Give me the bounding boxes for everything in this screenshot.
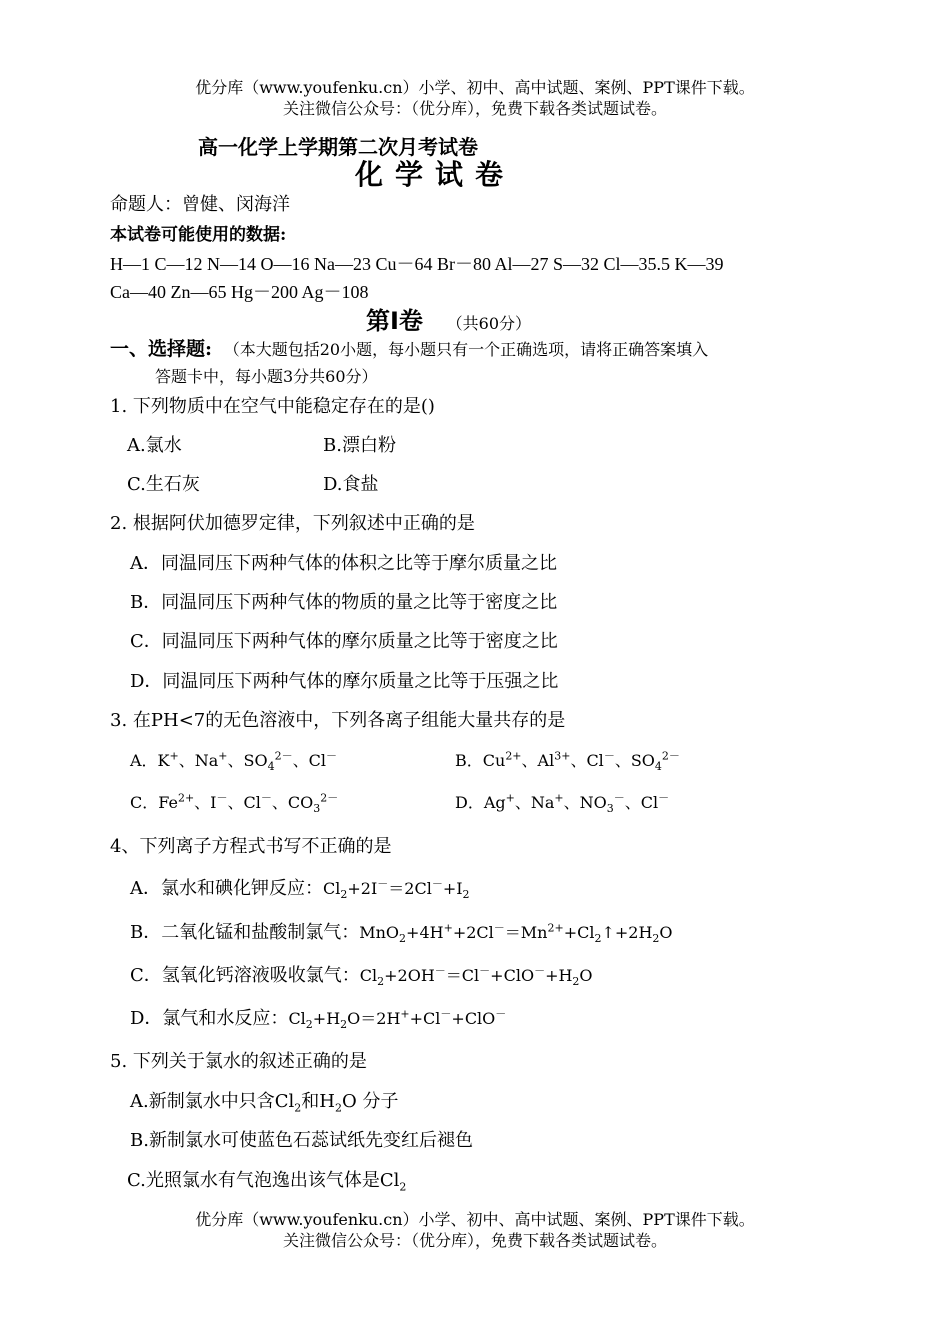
volume-score: （共60分） — [446, 314, 532, 333]
q5-option-c-text: C.光照氯水有气泡逸出该气体是 — [127, 1170, 380, 1191]
data-label: 本试卷可能使用的数据: — [110, 225, 287, 245]
q1-stem: 1. 下列物质中在空气中能稳定存在的是() — [110, 396, 435, 417]
q4-option-b-label: B．二氧化锰和盐酸制氯气： — [130, 922, 360, 943]
q2-option-c: C．同温同压下两种气体的摩尔质量之比等于密度之比 — [130, 631, 558, 652]
q1-option-d: D.食盐 — [323, 474, 379, 495]
q4-option-c-label: C．氢氧化钙溶液吸收氯气： — [130, 965, 360, 986]
q4-option-b: B．二氧化锰和盐酸制氯气：$MnO_2+4H^++2Cl^-=Mn^{2+}+Cl_2↑+2H_2O$ — [130, 921, 673, 946]
exam-subtitle: 化学试卷 — [355, 158, 516, 191]
q5-option-a-end: 分子 — [362, 1091, 399, 1112]
section-1-heading — [110, 338, 708, 361]
q2-option-a: A．同温同压下两种气体的体积之比等于摩尔质量之比 — [130, 553, 557, 574]
q2-option-b: B．同温同压下两种气体的物质的量之比等于密度之比 — [130, 592, 558, 613]
q3-option-b: B．$Cu^{2+}$、$Al^{3+}$、Cl－、$SO_4^{2-}$ — [455, 749, 680, 774]
q5-option-a: A.新制氯水中只含$Cl_2$和$H_2O$ 分子 — [130, 1091, 399, 1115]
q4-option-d: D．氯气和水反应：$Cl_2+H_2O=2H^++Cl^-+ClO^-$ — [130, 1007, 507, 1032]
header-line-2: 关注微信公众号：（优分库），免费下载各类试题试卷。 — [282, 99, 667, 118]
q5-stem: 5. 下列关于氯水的叙述正确的是 — [110, 1051, 367, 1072]
q4-option-c: C．氢氧化钙溶液吸收氯气：$Cl_2+2OH^-=Cl^-+ClO^-+H_2O$ — [130, 964, 593, 989]
q3-option-a: A．K+、Na+、$SO_4^{2-}$、Cl－ — [130, 749, 337, 774]
q4-option-d-label: D．氯气和水反应： — [130, 1008, 289, 1029]
q4-option-a: A．氯水和碘化钾反应：$Cl_2+2I^-=2Cl^-+I_2$ — [130, 877, 470, 902]
q4-option-a-label: A．氯水和碘化钾反应： — [130, 878, 323, 899]
q1-option-b: B.漂白粉 — [323, 435, 396, 456]
atomic-masses-2: Ca—40 Zn—65 Hg－200 Ag－108 — [110, 282, 369, 302]
volume-name: 第Ⅰ卷 — [366, 307, 423, 335]
q1-option-c: C.生石灰 — [127, 474, 200, 495]
q4-stem: 4、下列离子方程式书写不正确的是 — [110, 836, 392, 857]
q5-option-a-and: 和 — [301, 1091, 320, 1112]
q3-stem: 3. 在PH<7的无色溶液中，下列各离子组能大量共存的是 — [110, 710, 566, 731]
section-1-title: 一、选择题: — [110, 338, 213, 360]
exam-title: 高一化学上学期第二次月考试卷 — [198, 135, 478, 159]
footer-line-1: 优分库（www.youfenku.cn）小学、初中、高中试题、案例、PPT课件下载。 — [195, 1210, 755, 1229]
q5-option-c: C.光照氯水有气泡逸出该气体是$Cl_2$ — [127, 1170, 407, 1194]
q3-option-d: D．Ag+、Na+、$NO_3^-$、Cl－ — [455, 791, 670, 816]
atomic-masses-1: H—1 C—12 N—14 O—16 Na—23 Cu－64 Br－80 Al—27 S—32 Cl—35.5 K—39 — [110, 254, 724, 274]
q3-option-c: C．$Fe^{2+}$、I－、Cl－、$CO_3^{2-}$ — [130, 791, 339, 816]
section-1-instruction-cont: 答题卡中，每小题3分共60分） — [155, 367, 378, 386]
volume-header — [366, 306, 531, 339]
q2-stem: 2. 根据阿伏加德罗定律，下列叙述中正确的是 — [110, 513, 475, 534]
q1-option-a: A.氯水 — [127, 435, 182, 456]
q5-option-a-text: A.新制氯水中只含 — [130, 1091, 275, 1112]
footer-line-2: 关注微信公众号：（优分库），免费下载各类试题试卷。 — [282, 1231, 667, 1250]
section-1-instruction: （本大题包括20小题，每小题只有一个正确选项，请将正确答案填入 — [223, 340, 709, 359]
q2-option-d: D．同温同压下两种气体的摩尔质量之比等于压强之比 — [130, 671, 559, 692]
header-line-1: 优分库（www.youfenku.cn）小学、初中、高中试题、案例、PPT课件下载。 — [195, 78, 755, 97]
authors: 命题人：曾健、闵海洋 — [110, 194, 290, 215]
q5-option-b: B.新制氯水可使蓝色石蕊试纸先变红后褪色 — [130, 1130, 473, 1151]
